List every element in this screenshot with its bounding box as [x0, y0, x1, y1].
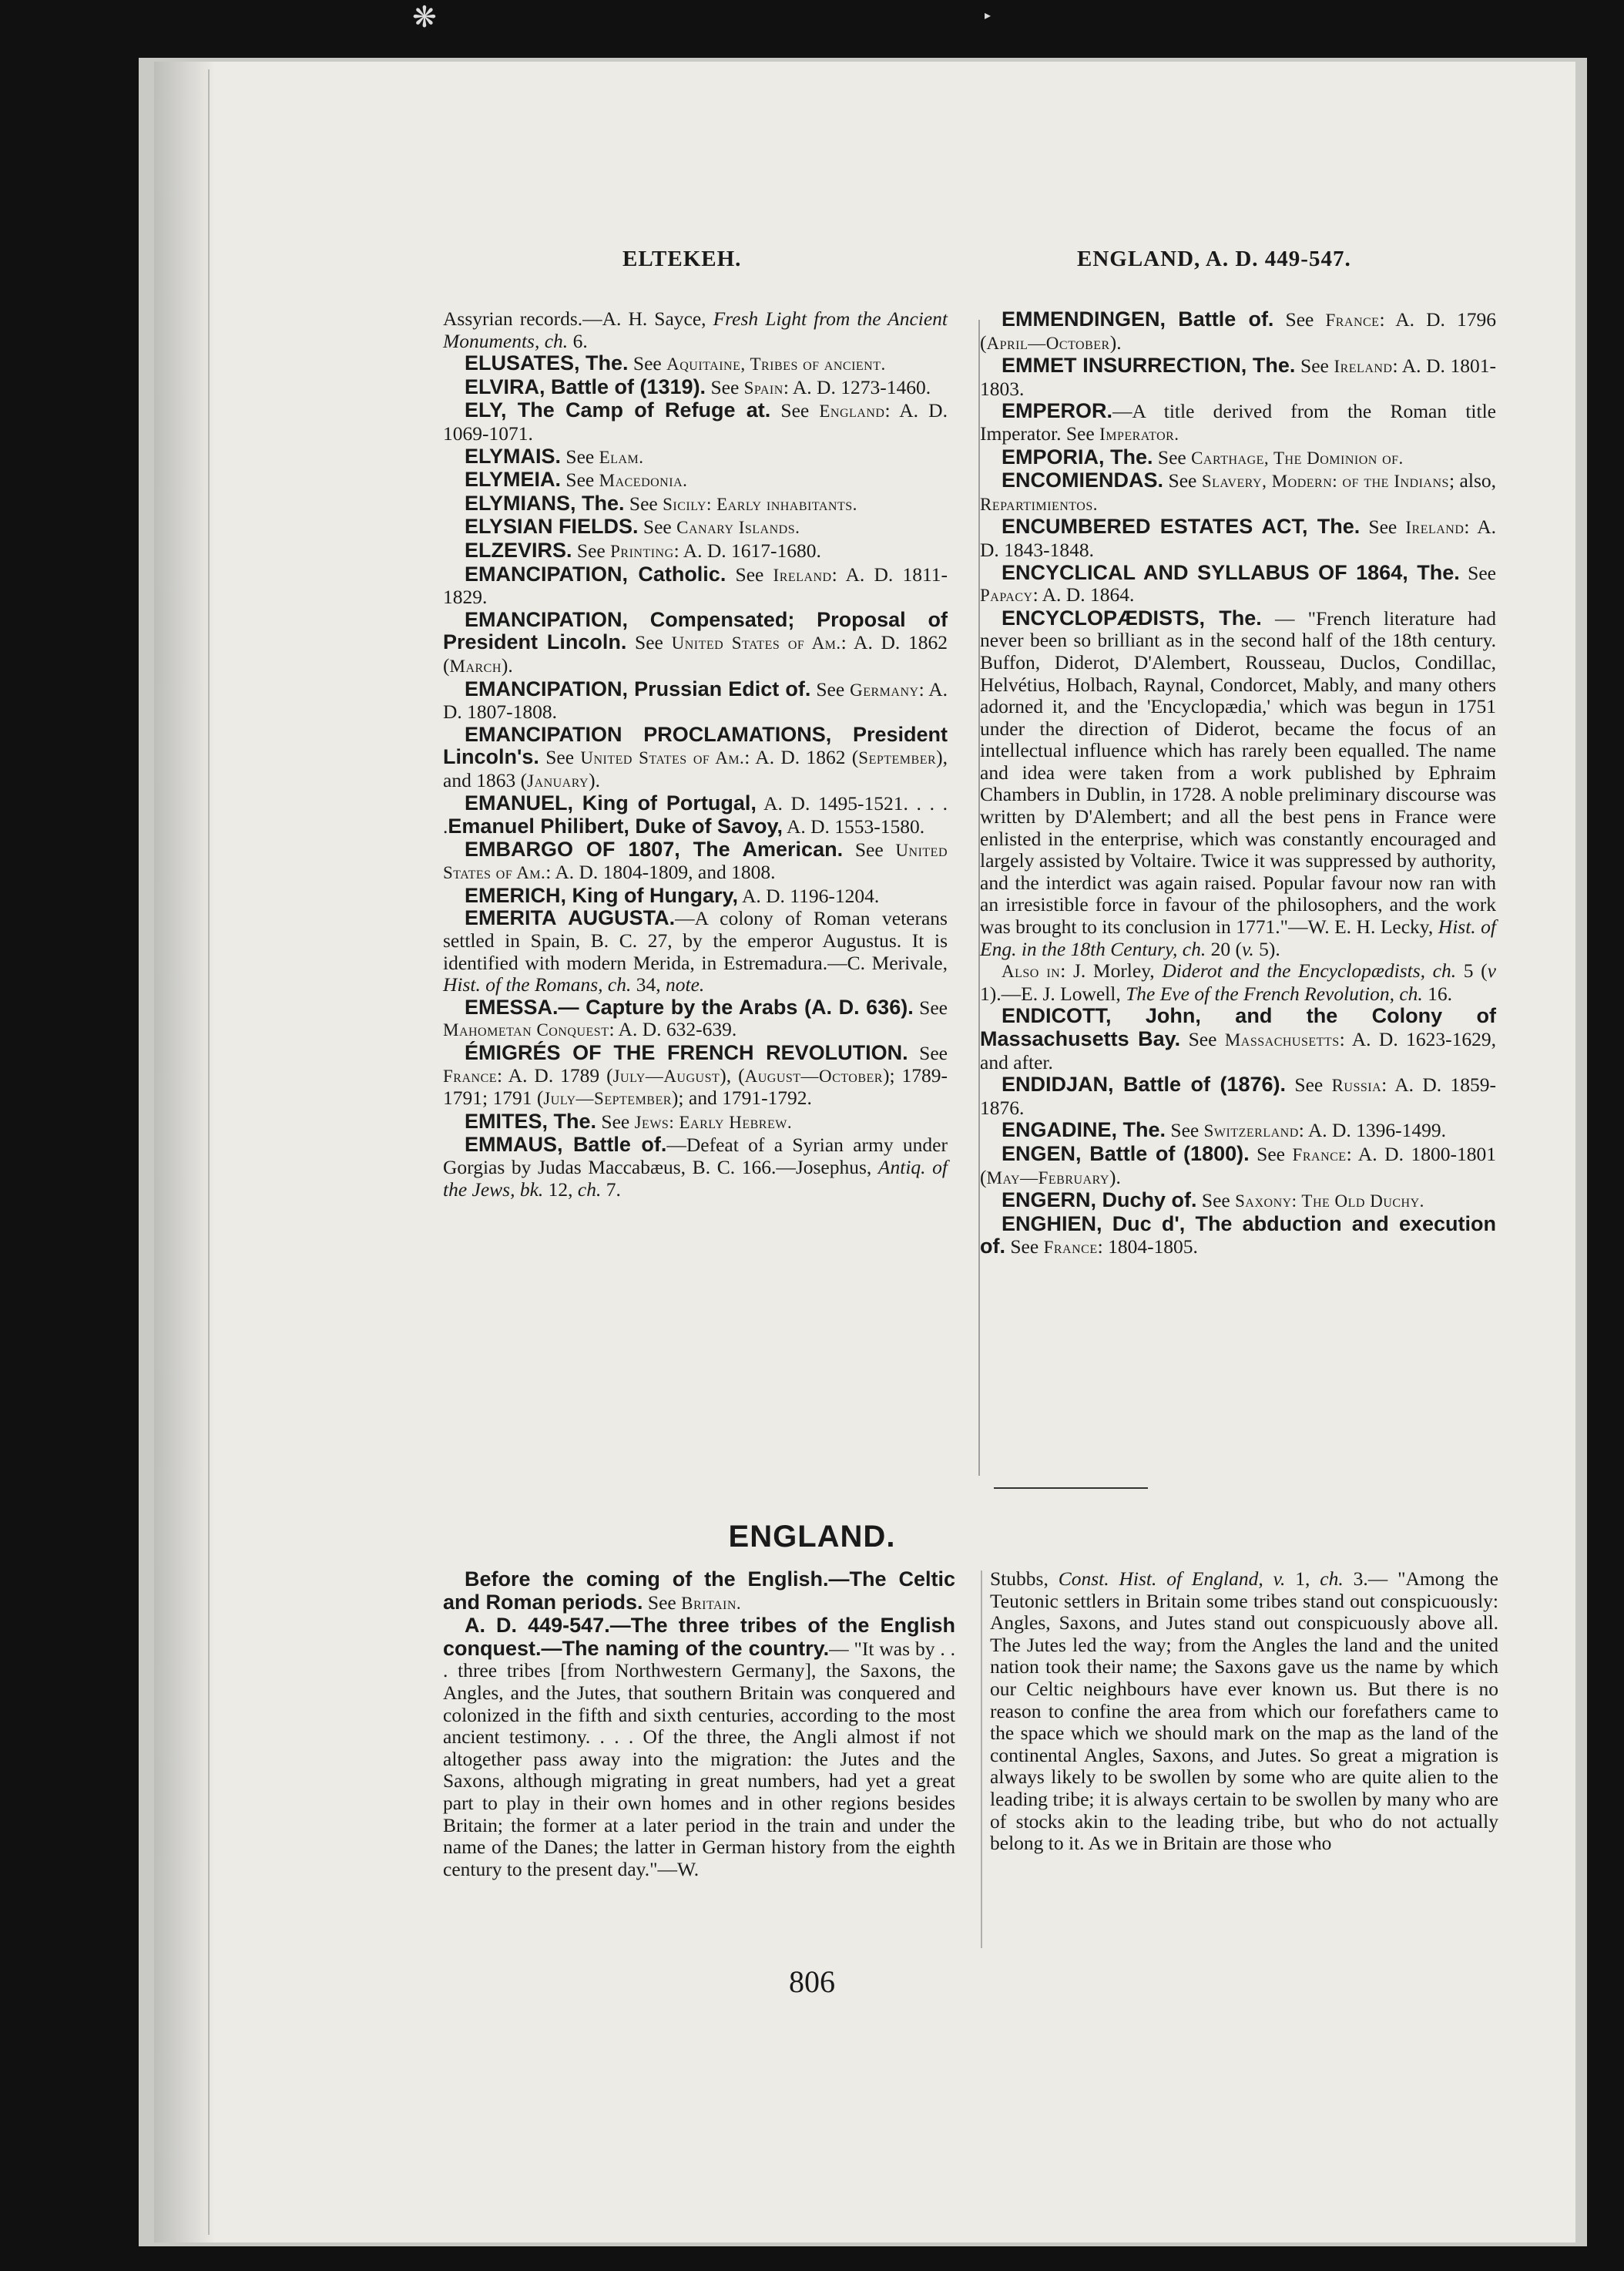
index-entry: ENDIDJAN, Battle of (1876). See Russia: A. D. 1859-1876. — [980, 1073, 1496, 1119]
entry-headword: ENDICOTT, John, and the Colony of Massachusetts Bay. — [980, 1004, 1496, 1050]
index-entry: EMPORIA, The. See Carthage, The Dominion of. — [1002, 445, 1404, 469]
scan-speck-icon: ❋ — [412, 2, 437, 34]
entry-headword: ENGERN, Duchy of. — [1002, 1188, 1197, 1212]
entry-headword: ENGADINE, The. — [1002, 1118, 1166, 1142]
index-entry: ELVIRA, Battle of (1319). See Spain: A. D. 1273-1460. — [465, 375, 931, 398]
running-head-right: ENGLAND, A. D. 449-547. — [1077, 247, 1351, 271]
entry-headword: EMMAUS, Battle of. — [465, 1133, 667, 1157]
index-entry: EMITES, The. See Jews: Early Hebrew. — [465, 1109, 793, 1133]
index-entry: ENCOMIENDAS. See Slavery, Modern: of the Indians; also, Repartimientos. — [980, 469, 1496, 514]
index-entry: EMANUEL, King of Portugal, A. D. 1495-1521. . . . .Emanuel Philibert, Duke of Savoy, A. D. 1553-1580. — [443, 791, 948, 838]
index-entry: ELYMEIA. See Macedonia. — [465, 468, 688, 492]
entry-headword: ELYSIAN FIELDS. — [465, 515, 639, 539]
entry-headword: EMANCIPATION, Prussian Edict of. — [465, 677, 811, 700]
index-entry: EMERICH, King of Hungary, A. D. 1196-1204. — [465, 883, 880, 907]
section-divider — [994, 1487, 1148, 1489]
left-column — [443, 308, 948, 1201]
entry-headword: ELVIRA, Battle of (1319). — [465, 375, 706, 398]
entry-headword: EMMET INSURRECTION, The. — [1002, 354, 1296, 378]
index-entry: EMESSA.— Capture by the Arabs (A. D. 636). See Mahometan Conquest: A. D. 632-639. — [443, 995, 948, 1041]
index-entry: ÉMIGRÉS OF THE FRENCH REVOLUTION. See France: A. D. 1789 (July—August), (August—October); 1789-1791; 1791 (July—September); and 1791-1792. — [443, 1041, 948, 1110]
index-entry: ELY, The Camp of Refuge at. See England: A. D. 1069-1071. — [443, 398, 948, 445]
entry-headword: ENCYCLICAL AND SYLLABUS OF 1864, The. — [1002, 560, 1460, 584]
entry-headword: ELYMIANS, The. — [465, 491, 625, 515]
entry-headword: EMANCIPATION, Catholic. — [465, 562, 726, 586]
england-left-column — [443, 1568, 955, 1880]
entry-headword: ELYMAIS. — [465, 444, 562, 468]
index-entry: EMANCIPATION, Prussian Edict of. See Germany: A. D. 1807-1808. — [443, 677, 948, 724]
entry-headword: EMITES, The. — [465, 1109, 597, 1133]
index-entry: ENCYCLOPÆDISTS, The. — "French literature had never been so brilliant as in the second half of the 18th century. Buffon, Diderot, D'Alembert, Rousseau, Duclos, Condillac, Helvétius, Holbach, Raynal, Condorcet, Mably, and many others adorned it, and the 'Encyclopædia,' which was begun in 1751 under the direction of Diderot, became the focus of an intellectual influence which has rarely been equalled. The name and idea were taken from a work published by Ephraim Chambers in Dublin, in 1728. A noble preliminary discourse was written by D'Alembert; and all the best pens in France were enlisted in the enterprise, which was constantly encouraged and largely assisted by Voltaire. Twice it was suppressed by authority, and the interdict was again raised. Popular favour now ran with an irresistible force in favour of the philosophers, and the work was brought to its conclusion in 1771."—W. E. H. Lecky, Hist. of Eng. in the 18th Century, ch. 20 (v. 5). — [980, 606, 1496, 960]
entry-headword: EMERICH, King of Hungary, — [465, 883, 738, 907]
entry-headword: EMMENDINGEN, Battle of. — [1002, 307, 1274, 331]
entry-headword: EMBARGO OF 1807, The American. — [465, 837, 844, 861]
scan-speck-icon: ▸ — [985, 9, 992, 22]
entry-headword: EMANCIPATION PROCLAMATIONS, President Lincoln's. — [443, 722, 948, 769]
entry-headword: EMERITA AUGUSTA. — [465, 906, 676, 930]
england-right-column — [990, 1568, 1498, 1855]
index-entry: Also in: J. Morley, Diderot and the Encyclopædists, ch. 5 (v 1).—E. J. Lowell, The Eve of the French Revolution, ch. 16. — [980, 959, 1496, 1005]
entry-headword: Before the coming of the English.—The Celtic and Roman periods. — [443, 1567, 955, 1614]
index-entry: ELYSIAN FIELDS. See Canary Islands. — [465, 515, 800, 539]
index-entry: EMMET INSURRECTION, The. See Ireland: A. D. 1801-1803. — [980, 354, 1496, 400]
entry-headword: EMESSA.— Capture by the Arabs (A. D. 636). — [465, 995, 914, 1019]
entry-headword: ENCOMIENDAS. — [1002, 469, 1164, 492]
entry-headword: ENDIDJAN, Battle of (1876). — [1002, 1073, 1287, 1097]
index-entry: Before the coming of the English.—The Celtic and Roman periods. See Britain. — [443, 1567, 955, 1614]
index-entry: EMMAUS, Battle of.—Defeat of a Syrian army under Gorgias by Judas Maccabæus, B. C. 166.—Josephus, Antiq. of the Jews, bk. 12, ch. 7. — [443, 1133, 948, 1201]
index-entry: ENGHIEN, Duc d', The abduction and execution of. See France: 1804-1805. — [980, 1211, 1496, 1258]
entry-headword: EMPEROR. — [1002, 399, 1113, 423]
index-entry: EMMENDINGEN, Battle of. See France: A. D. 1796 (April—October). — [980, 307, 1496, 354]
index-entry: EMPEROR.—A title derived from the Roman title Imperator. See Imperator. — [980, 399, 1496, 445]
entry-headword: EMANCIPATION, Compensated; Proposal of President Lincoln. — [443, 607, 948, 654]
index-entry: Assyrian records.—A. H. Sayce, Fresh Light from the Ancient Monuments, ch. 6. — [443, 307, 948, 352]
index-entry: ELZEVIRS. See Printing: A. D. 1617-1680. — [465, 538, 821, 562]
index-entry: Stubbs, Const. Hist. of England, v. 1, ch. 3.— "Among the Teutonic settlers in Britain some tribes stand out conspicuously: Angles, Saxons, and Jutes stand out conspicuously above all. The Jutes led the way; from the Angles the land and the united nation took their name; the Saxons gave us the name by which our Celtic neighbours have ever known us. But there is no reason to confine the area from which our forefathers came to the space which we should mark on the map as the land of the continental Angles, Saxons, and Jutes. So great a migration is always likely to be swollen by some who are quite alien to the leading tribe; it is always certain to be swollen by many who are of stocks akin to the leading tribe, but who do not actually belong to it. As we in Britain are those who — [990, 1567, 1499, 1855]
index-entry: ENCYCLICAL AND SYLLABUS OF 1864, The. See Papacy: A. D. 1864. — [980, 560, 1496, 606]
right-column — [980, 308, 1496, 1259]
index-entry: ELYMAIS. See Elam. — [465, 444, 644, 468]
index-entry: EMANCIPATION PROCLAMATIONS, President Lincoln's. See United States of Am.: A. D. 1862 (September), and 1863 (January). — [443, 722, 948, 791]
entry-headword: EMANUEL, King of Portugal, — [465, 791, 757, 815]
binding-shadow — [154, 62, 216, 2242]
index-entry: EMANCIPATION, Compensated; Proposal of President Lincoln. See United States of Am.: A. D. 1862 (March). — [443, 607, 948, 677]
index-entry: EMBARGO OF 1807, The American. See United States of Am.: A. D. 1804-1809, and 1808. — [443, 837, 948, 884]
entry-headword: ELY, The Camp of Refuge at. — [465, 398, 771, 422]
index-entry: ENGEN, Battle of (1800). See France: A. D. 1800-1801 (May—February). — [980, 1141, 1496, 1188]
entry-headword: ELYMEIA. — [465, 468, 562, 492]
index-entry: ENCUMBERED ESTATES ACT, The. See Ireland: A. D. 1843-1848. — [980, 515, 1496, 561]
entry-headword: ELUSATES, The. — [465, 351, 629, 375]
entry-headword: A. D. 449-547.—The three tribes of the English conquest.—The naming of the country. — [443, 1614, 955, 1660]
entry-headword: ELZEVIRS. — [465, 538, 572, 562]
index-entry: ENGADINE, The. See Switzerland: A. D. 1396-1499. — [1002, 1118, 1447, 1142]
index-entry: A. D. 449-547.—The three tribes of the English conquest.—The naming of the country.— "It was by . . . three tribes [from Northwestern Germany], the Saxons, the Angles, and the Jutes, that southern Britain was conquered and colonized in the fifth and sixth centuries, according to the most ancient testimony. . . . Of the three, the Angli almost if not altogether pass away into the migration: the Jutes and the Saxons, although migrating in great numbers, had yet a great part to play in their own homes and in other regions besides Britain; the former at a later period in the train and under the name of the Danes; the latter in German history from the eighth century to the present day."—W. — [443, 1614, 955, 1880]
column-rule — [981, 1571, 982, 1948]
index-entry: ELUSATES, The. See Aquitaine, Tribes of ancient. — [465, 351, 886, 375]
entry-headword: ENGHIEN, Duc d', The abduction and execution of. — [980, 1211, 1496, 1258]
running-head-left: ELTEKEH. — [622, 247, 742, 271]
entry-headword: ENCUMBERED ESTATES ACT, The. — [1002, 515, 1361, 539]
entry-headword: EMPORIA, The. — [1002, 445, 1153, 469]
entry-headword: ÉMIGRÉS OF THE FRENCH REVOLUTION. — [465, 1041, 908, 1064]
index-entry: ENGERN, Duchy of. See Saxony: The Old Duchy. — [1002, 1188, 1424, 1212]
index-entry: ENDICOTT, John, and the Colony of Massachusetts Bay. See Massachusetts: A. D. 1623-1629, and after. — [980, 1004, 1496, 1073]
page-number: 806 — [789, 1964, 835, 1999]
index-entry: EMANCIPATION, Catholic. See Ireland: A. D. 1811-1829. — [443, 562, 948, 609]
entry-headword: ENGEN, Battle of (1800). — [1002, 1141, 1250, 1165]
entry-headword: ENCYCLOPÆDISTS, The. — [1002, 606, 1262, 630]
section-title: ENGLAND. — [728, 1520, 896, 1554]
index-entry: ELYMIANS, The. See Sicily: Early inhabitants. — [465, 491, 857, 515]
index-entry: EMERITA AUGUSTA.—A colony of Roman veterans settled in Spain, B. C. 27, by the emperor Augustus. It is identified with modern Merida, in Estremadura.—C. Merivale, Hist. of the Romans, ch. 34, note. — [443, 906, 948, 996]
